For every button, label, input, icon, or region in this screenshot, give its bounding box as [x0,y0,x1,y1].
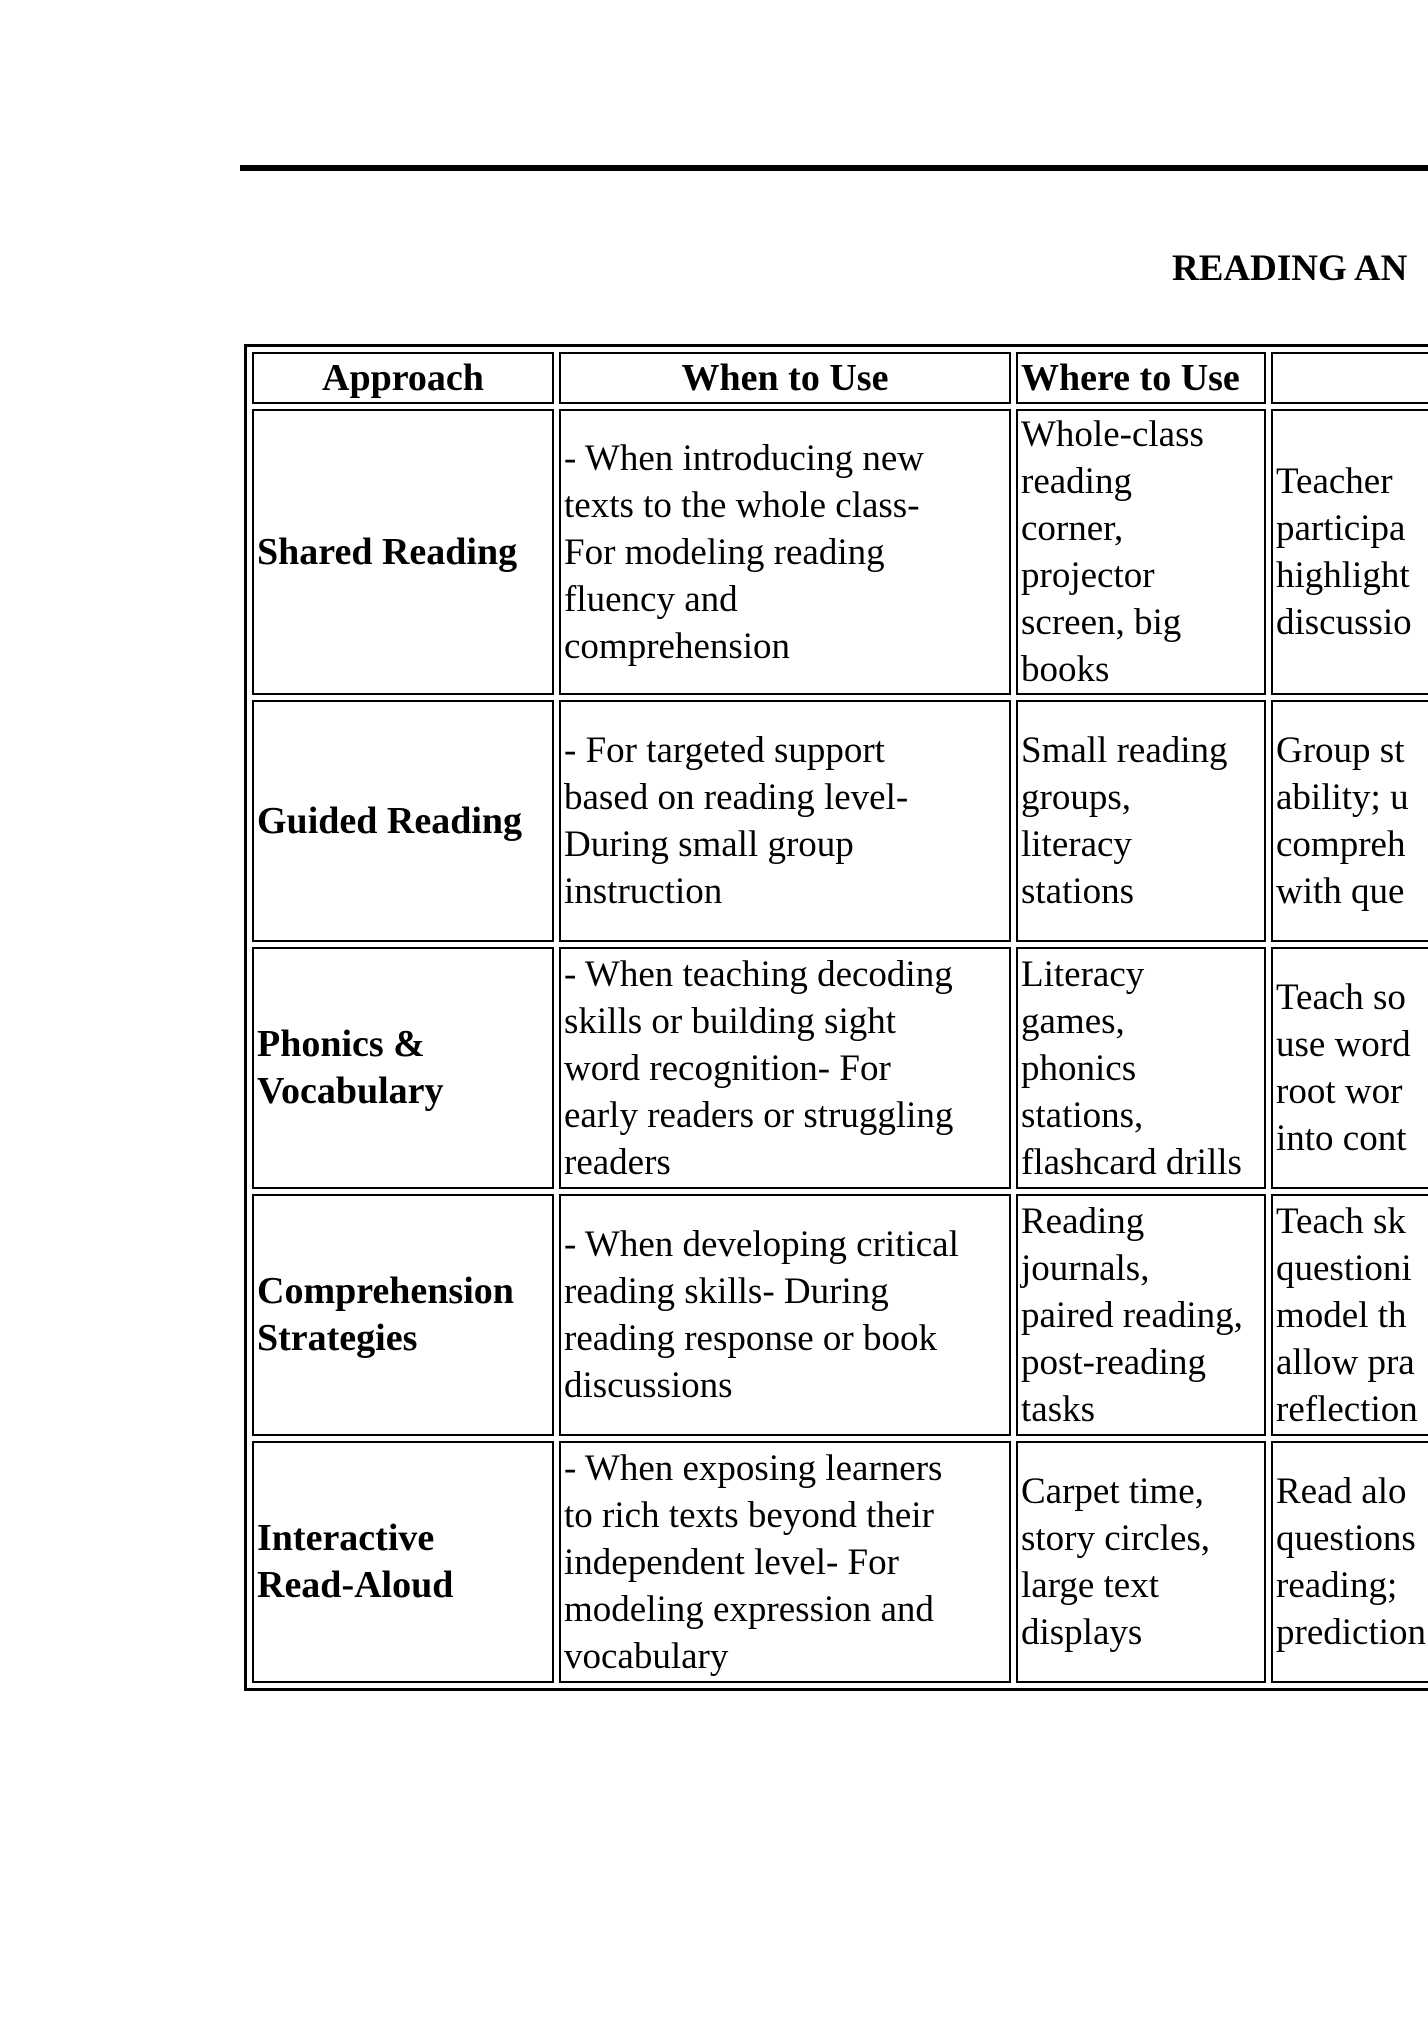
where-cell: Carpet time, story circles, large text displays [1016,1441,1266,1683]
when-cell: - For targeted support based on reading level- During small group instruction [559,700,1011,942]
where-cell: Whole-class reading corner, projector screen, big books [1016,409,1266,695]
where-cell: Small reading groups, literacy stations [1016,700,1266,942]
how-cell: Teacher participa highlight discussio [1271,409,1428,695]
when-cell: - When developing critical reading skills- During reading response or book discussions [559,1194,1011,1436]
how-cell: Group st ability; u compreh with que [1271,700,1428,942]
how-cell: Read alo questions reading; prediction [1271,1441,1428,1683]
approach-cell: Phonics & Vocabulary [252,947,554,1189]
how-cell: Teach sk questioni model th allow pra reflection [1271,1194,1428,1436]
table-row [252,409,1428,695]
approach-cell: Comprehension Strategies [252,1194,554,1436]
table-header-row [252,352,1428,404]
where-cell: Reading journals, paired reading, post-reading tasks [1016,1194,1266,1436]
table-row [252,1194,1428,1436]
approach-cell: Shared Reading [252,409,554,695]
document-title: READING AN [1172,248,1408,289]
header-when-to-use: When to Use [559,352,1011,404]
table-row [252,700,1428,942]
where-cell: Literacy games, phonics stations, flashcard drills [1016,947,1266,1189]
when-cell: - When exposing learners to rich texts beyond their independent level- For modeling expression and vocabulary [559,1441,1011,1683]
table-row [252,1441,1428,1683]
top-rule [240,165,1428,171]
header-approach: Approach [252,352,554,404]
when-cell: - When introducing new texts to the whole class- For modeling reading fluency and comprehension [559,409,1011,695]
when-cell: - When teaching decoding skills or building sight word recognition- For early readers or struggling readers [559,947,1011,1189]
approach-cell: Guided Reading [252,700,554,942]
table-row [252,947,1428,1189]
approach-cell: Interactive Read-Aloud [252,1441,554,1683]
reading-approaches-table [244,344,1428,1691]
header-how-to-use [1271,352,1428,404]
how-cell: Teach so use word root wor into cont [1271,947,1428,1189]
header-where-to-use: Where to Use [1016,352,1266,404]
